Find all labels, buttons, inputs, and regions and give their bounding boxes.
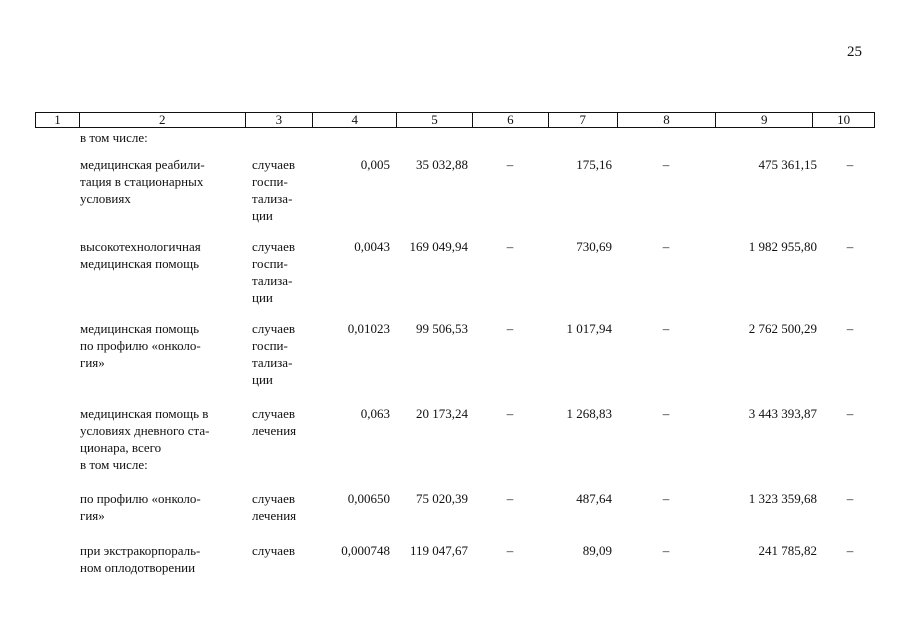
row-value-c5: 20 173,24 [416,406,468,421]
header-col-3: 3 [246,113,314,127]
unit-line: ции [252,372,273,387]
row-value-c6: – [506,321,514,336]
row-value-c6: – [506,491,514,506]
row-value-c6: – [506,543,514,558]
header-col-5: 5 [397,113,473,127]
row-value-c7: 487,64 [576,491,612,506]
header-col-2: 2 [80,113,246,127]
row-value-c7: 1 268,83 [566,406,612,421]
row-unit [252,542,307,559]
row-value-c4: 0,0043 [354,239,390,254]
row-value-c8: – [662,543,670,558]
unit-line: случаев [252,491,295,506]
row-indicator-name [80,490,237,524]
row-indicator-name [80,320,237,371]
row-value-c9: 1 982 955,80 [748,239,817,254]
unit-line: случаев [252,406,295,421]
header-col-10: 10 [837,112,851,127]
row-value-c5: 99 506,53 [416,321,468,336]
row-value-c8: – [662,321,670,336]
row-value-c7: 175,16 [576,157,612,172]
row-value-c8: – [662,491,670,506]
row-unit [252,320,307,388]
row-value-c8: – [662,239,670,254]
header-col-8: 8 [618,113,717,127]
intro-text: в том числе: [80,130,148,145]
unit-line: тализа- [252,355,293,370]
indicator-name-line: по профилю «онколо- [80,491,201,506]
indicator-name-line: медицинская помощь [80,321,200,336]
indicator-name-line: медицинская реабили- [80,157,205,172]
unit-line: случаев [252,239,295,254]
row-value-c9: 241 785,82 [758,543,817,558]
row-unit [252,405,307,439]
unit-line: случаев [252,543,295,558]
indicator-name-line: условиях дневного ста- [80,423,210,438]
row-indicator-name [80,156,237,207]
row-indicator-name [80,405,237,473]
header-col-9: 9 [716,113,813,127]
row-value-c10: – [846,239,854,254]
indicator-name-line: гия» [80,508,105,523]
indicator-name-line: медицинская помощь в [80,406,209,421]
header-col-6: 6 [473,113,549,127]
header-col-4: 4 [313,113,397,127]
page-number: 25 [847,44,862,60]
row-value-c9: 3 443 393,87 [748,406,817,421]
table-header-row [35,112,875,128]
row-value-c5: 169 049,94 [409,239,468,254]
indicator-name-line: в том числе: [80,457,148,472]
indicator-name-line: при экстракорпораль- [80,543,201,558]
row-value-c4: 0,005 [360,157,390,172]
row-value-c6: – [506,406,514,421]
row-unit [252,156,307,224]
indicator-name-line: ционара, всего [80,440,162,455]
indicator-name-line: медицинская помощь [80,256,200,271]
row-unit [252,238,307,306]
row-value-c5: 119 047,67 [409,543,468,558]
indicator-name-line: высокотехнологичная [80,239,201,254]
indicator-name-line: по профилю «онколо- [80,338,201,353]
row-value-c4: 0,000748 [341,543,390,558]
unit-line: случаев [252,157,295,172]
row-value-c4: 0,00650 [347,491,390,506]
row-value-c6: – [506,157,514,172]
row-value-c4: 0,01023 [347,321,390,336]
row-value-c10: – [846,406,854,421]
row-value-c5: 75 020,39 [416,491,468,506]
unit-line: случаев [252,321,295,336]
row-value-c8: – [662,157,670,172]
row-value-c7: 1 017,94 [566,321,612,336]
header-col-7: 7 [549,113,618,127]
row-value-c10: – [846,157,854,172]
unit-line: госпи- [252,174,288,189]
unit-line: лечения [252,423,297,438]
row-value-c9: 1 323 359,68 [748,491,817,506]
unit-line: ции [252,208,273,223]
row-value-c10: – [846,491,854,506]
row-value-c10: – [846,543,854,558]
row-value-c7: 89,09 [582,543,612,558]
indicator-name-line: тация в стационарных [80,174,204,189]
row-value-c7: 730,69 [576,239,612,254]
indicator-name-line: гия» [80,355,105,370]
row-value-c5: 35 032,88 [416,157,468,172]
row-value-c8: – [662,406,670,421]
indicator-name-line: ном оплодотворении [80,560,196,575]
unit-line: госпи- [252,256,288,271]
row-value-c10: – [846,321,854,336]
row-value-c9: 2 762 500,29 [748,321,817,336]
unit-line: ции [252,290,273,305]
row-unit [252,490,307,524]
unit-line: лечения [252,508,297,523]
header-col-1: 1 [36,113,80,127]
row-value-c9: 475 361,15 [758,157,817,172]
row-indicator-name [80,542,237,576]
row-value-c6: – [506,239,514,254]
indicator-name-line: условиях [80,191,131,206]
row-indicator-name [80,238,237,272]
row-value-c4: 0,063 [360,406,390,421]
unit-line: госпи- [252,338,288,353]
unit-line: тализа- [252,191,293,206]
unit-line: тализа- [252,273,293,288]
